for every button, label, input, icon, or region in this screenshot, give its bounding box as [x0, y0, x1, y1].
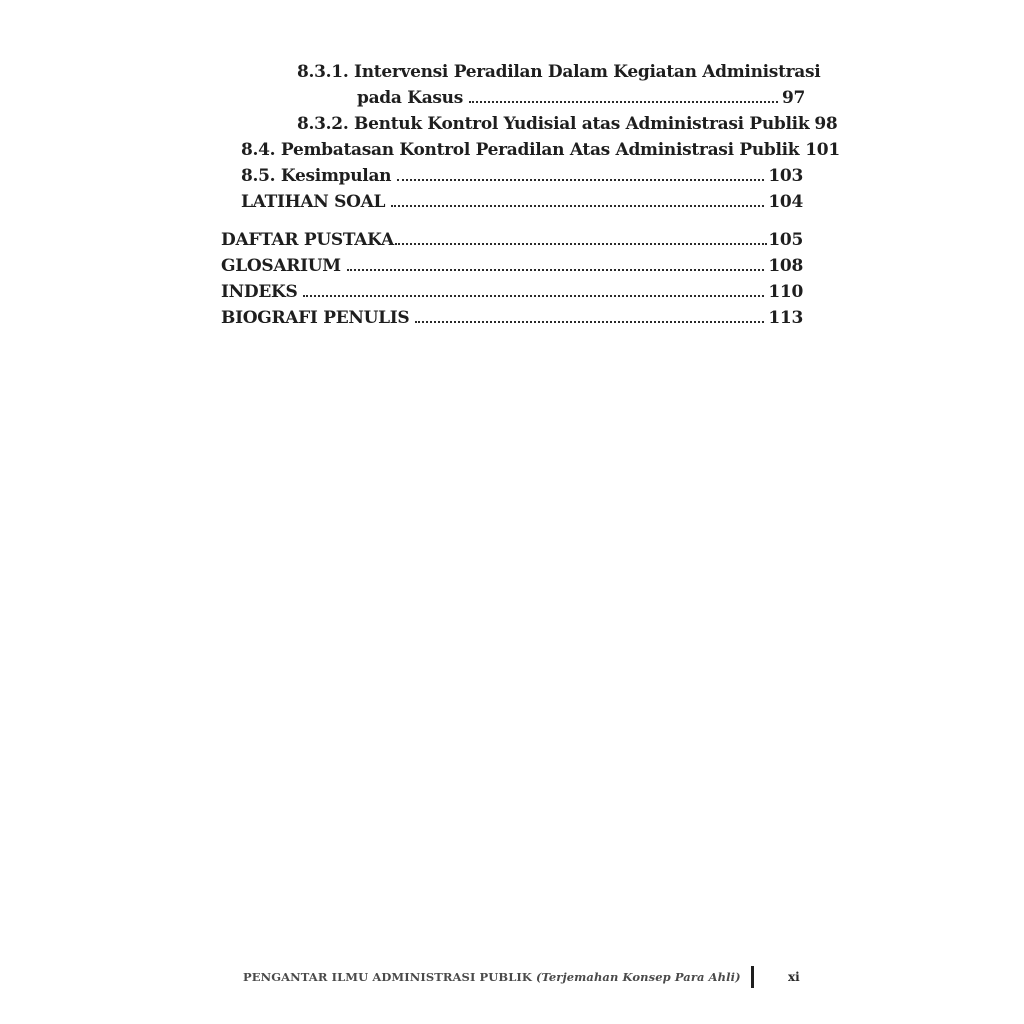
- footer-book-subtitle: (Terjemahan Konsep Para Ahli): [536, 970, 741, 984]
- toc-entry-label: DAFTAR PUSTAKA: [221, 230, 394, 250]
- dot-leader: [415, 320, 764, 323]
- dot-leader: [397, 178, 764, 181]
- toc-entry-label: GLOSARIUM: [221, 256, 341, 276]
- toc-entry[interactable]: [221, 278, 803, 302]
- toc-entry-page: 98: [814, 114, 838, 134]
- dot-leader: [391, 204, 764, 207]
- toc-entry-page: 113: [768, 308, 803, 328]
- toc-entry-page: 110: [768, 282, 803, 302]
- dot-leader: [469, 100, 778, 103]
- toc-entry-label: LATIHAN SOAL: [241, 192, 386, 212]
- toc-entry-label: INDEKS: [221, 282, 298, 302]
- toc-entry[interactable]: [241, 162, 803, 186]
- toc-entry-page: 97: [781, 88, 805, 108]
- toc-entry-page: 105: [768, 230, 803, 250]
- toc-entry[interactable]: [297, 58, 821, 82]
- toc-entry[interactable]: [221, 226, 803, 250]
- toc-entry-label: 8.4. Pembatasan Kontrol Peradilan Atas Administrasi Publik: [241, 140, 800, 160]
- toc-entry-label: 8.5. Kesimpulan: [241, 166, 392, 186]
- toc-entry-label: BIOGRAFI PENULIS: [221, 308, 410, 328]
- toc-entry-label: pada Kasus: [357, 88, 464, 108]
- toc-entry[interactable]: [241, 136, 840, 160]
- dot-leader: [395, 242, 768, 245]
- toc-entry[interactable]: [241, 188, 803, 212]
- toc-entry-label: 8.3.1. Intervensi Peradilan Dalam Kegiatan Administrasi: [297, 62, 821, 82]
- table-of-contents: [0, 0, 1024, 340]
- dot-leader: [303, 294, 764, 297]
- footer-book-title: PENGANTAR ILMU ADMINISTRASI PUBLIK: [243, 970, 533, 984]
- toc-entry[interactable]: [297, 110, 838, 134]
- toc-entry[interactable]: [221, 304, 803, 328]
- toc-entry-page: 104: [768, 192, 803, 212]
- dot-leader: [347, 268, 765, 271]
- toc-entry-label: 8.3.2. Bentuk Kontrol Yudisial atas Administrasi Publik: [297, 114, 810, 134]
- footer-divider: [751, 966, 754, 988]
- toc-entry[interactable]: [221, 252, 803, 276]
- toc-entry[interactable]: [357, 84, 805, 108]
- toc-entry-page: 101: [805, 140, 840, 160]
- toc-entry-page: 103: [768, 166, 803, 186]
- toc-entry-page: 108: [768, 256, 803, 276]
- page-footer: [243, 966, 754, 988]
- page-number: xi: [788, 970, 800, 984]
